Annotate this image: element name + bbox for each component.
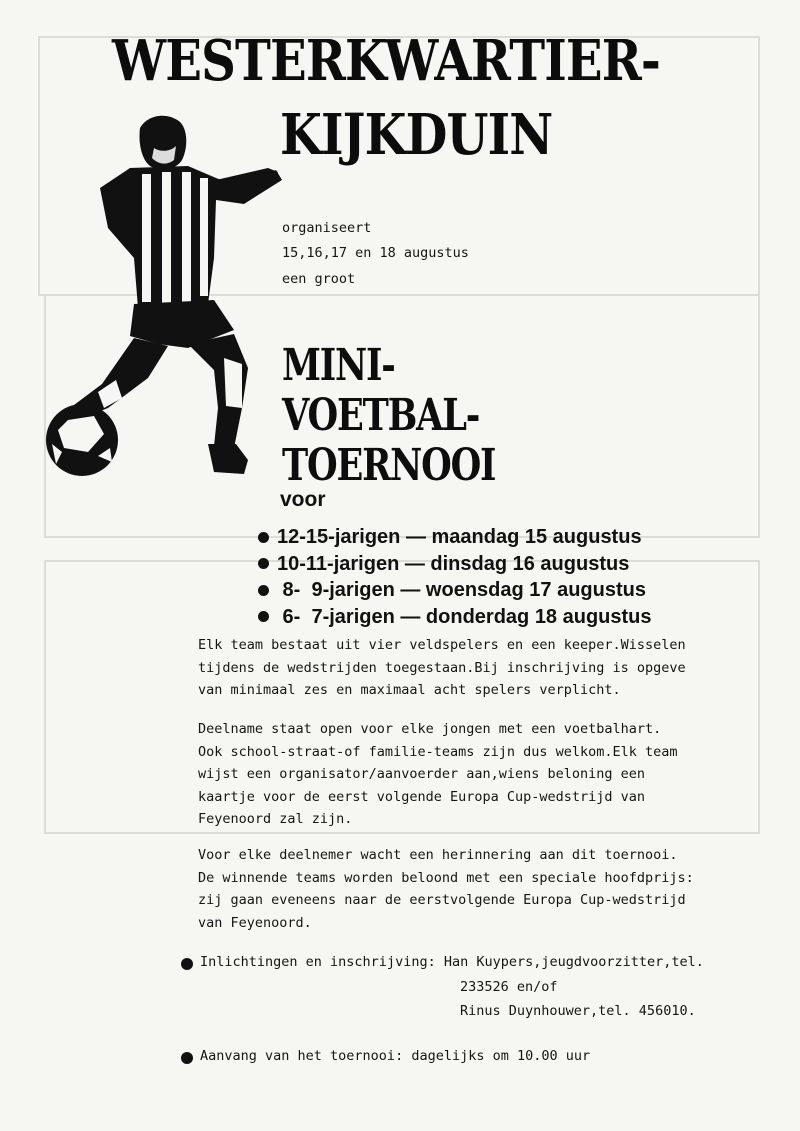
bullet-icon: [258, 532, 269, 543]
bullet-icon: [181, 958, 193, 970]
contact-line-2: 233526 en/of: [460, 979, 558, 995]
age-category-item: [258, 524, 652, 551]
age-category-item: [258, 551, 652, 578]
bullet-icon: [181, 1052, 193, 1064]
age-category-text: 12-15-jarigen — maandag 15 augustus: [277, 526, 642, 549]
age-category-text: 8- 9-jarigen — woensdag 17 augustus: [277, 579, 646, 602]
bullet-icon: [258, 558, 269, 569]
paragraph-team-rules: Elk team bestaat uit vier veldspelers en een keeper.Wisselen tijdens de wedstrijden toegestaan.Bij inschrijving is opgeve van minimaal zes en maximaal acht spelers verplicht.: [198, 637, 686, 698]
bullet-icon: [258, 611, 269, 622]
event-title-line-2: VOETBAL-: [282, 390, 480, 441]
football-player-illustration: [38, 108, 288, 488]
intro-organiseert: organiseert: [282, 220, 372, 236]
contact-line-3: Rinus Duynhouwer,tel. 456010.: [460, 1003, 696, 1019]
age-category-item: [258, 577, 652, 604]
intro-dates: 15,16,17 en 18 augustus: [282, 245, 469, 261]
paragraph-prizes: Voor elke deelnemer wacht een herinnering aan dit toernooi. De winnende teams worden beloond met een speciale hoofdprijs: zij gaan eveneens naar de eerstvolgende Europa Cup-wedstrijd van Feyenoord.: [198, 847, 694, 931]
event-title-line-1: MINI-: [282, 340, 395, 391]
age-category-item: [258, 604, 652, 631]
intro-een-groot: een groot: [282, 271, 356, 287]
voor-label: voor: [280, 488, 326, 511]
age-category-list: [258, 524, 652, 630]
contact-line-1: Inlichtingen en inschrijving: Han Kuypers,jeugdvoorzitter,tel.: [200, 954, 704, 970]
age-category-text: 6- 7-jarigen — donderdag 18 augustus: [277, 605, 652, 628]
bullet-icon: [258, 585, 269, 596]
title-line-2: KIJKDUIN: [280, 102, 553, 168]
event-title-line-3: TOERNOOI: [282, 440, 496, 491]
paragraph-participation: Deelname staat open voor elke jongen met een voetbalhart. Ook school-straat-of familie-teams zijn dus welkom.Elk team wijst een organisator/aanvoerder aan,wiens beloning een kaartje voor de eerst volgende Europa Cup-wedstrijd van Feyenoord zal zijn.: [198, 721, 678, 827]
age-category-text: 10-11-jarigen — dinsdag 16 augustus: [277, 552, 630, 575]
title-line-1: WESTERKWARTIER-: [112, 28, 661, 94]
start-time: Aanvang van het toernooi: dagelijks om 10.00 uur: [200, 1048, 591, 1064]
